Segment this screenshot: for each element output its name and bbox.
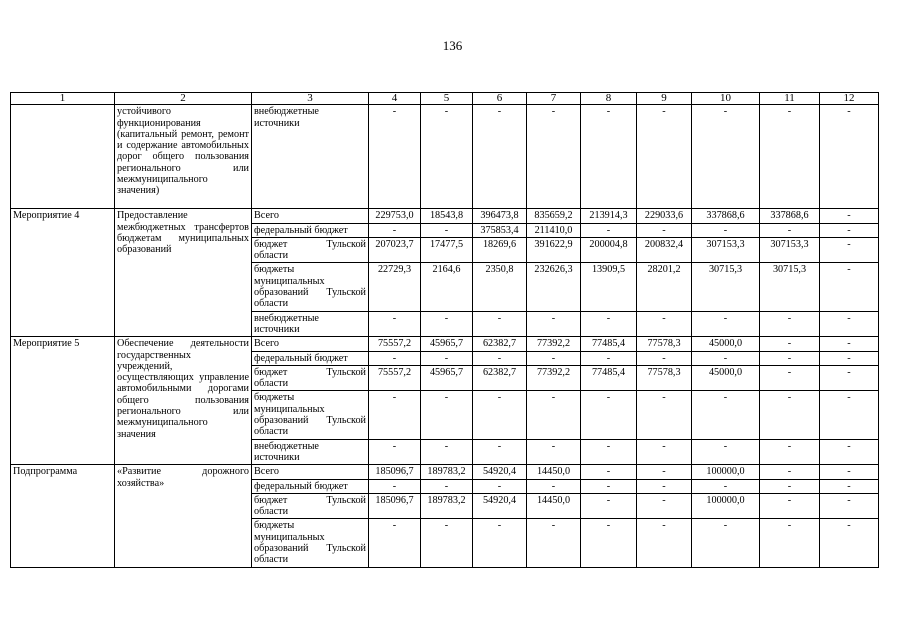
amount-cell: 45965,7 [421,337,473,351]
amount-cell: - [421,311,473,337]
funding-source-cell: Всего [252,465,369,479]
amount-cell: - [637,311,692,337]
table-row [11,105,879,209]
amount-cell: - [581,391,637,439]
amount-cell: 232626,3 [527,263,581,311]
amount-cell: - [692,479,760,493]
amount-cell: 62382,7 [473,337,527,351]
amount-cell: - [820,311,879,337]
amount-cell: 211410,0 [527,223,581,237]
amount-cell: 77578,3 [637,337,692,351]
amount-cell: 54920,4 [473,465,527,479]
amount-cell: 207023,7 [369,237,421,263]
amount-cell: 213914,3 [581,209,637,223]
event-name-cell: Мероприятие 5 [11,337,115,465]
amount-cell: 28201,2 [637,263,692,311]
amount-cell: 18543,8 [421,209,473,223]
amount-cell: 307153,3 [692,237,760,263]
amount-cell: - [637,479,692,493]
amount-cell: - [527,479,581,493]
amount-cell: - [820,263,879,311]
amount-cell: - [637,391,692,439]
amount-cell: - [692,519,760,567]
amount-cell: - [581,519,637,567]
col-header: 12 [820,93,879,105]
amount-cell: - [760,465,820,479]
page-number: 136 [442,38,463,53]
amount-cell: - [760,391,820,439]
amount-cell: 17477,5 [421,237,473,263]
amount-cell: - [820,439,879,465]
amount-cell: 77485,4 [581,365,637,391]
event-description-cell: Предоставление межбюджетных трансфертов бюджетам муниципальных образований [115,209,252,337]
amount-cell: - [421,351,473,365]
funding-source-cell: бюджеты муниципальных образований Тульской области [252,391,369,439]
funding-source-cell: Всего [252,209,369,223]
amount-cell: 337868,6 [760,209,820,223]
amount-cell: - [473,479,527,493]
amount-cell: 45000,0 [692,337,760,351]
amount-cell: - [760,365,820,391]
amount-cell: - [369,439,421,465]
amount-cell: - [369,223,421,237]
amount-cell: - [369,391,421,439]
amount-cell: - [527,391,581,439]
amount-cell: - [527,439,581,465]
amount-cell: - [820,365,879,391]
table-row [11,209,879,223]
amount-cell: 835659,2 [527,209,581,223]
funding-source-cell: федеральный бюджет [252,479,369,493]
col-header: 8 [581,93,637,105]
amount-cell: - [369,351,421,365]
funding-source-cell: бюджеты муниципальных образований Тульской области [252,263,369,311]
amount-cell: - [820,391,879,439]
amount-cell: - [637,519,692,567]
amount-cell: - [760,311,820,337]
amount-cell: 77392,2 [527,337,581,351]
funding-source-cell: бюджеты муниципальных образований Тульской области [252,519,369,567]
col-header: 9 [637,93,692,105]
event-name-cell: Мероприятие 4 [11,209,115,337]
amount-cell: 45965,7 [421,365,473,391]
amount-cell: - [820,351,879,365]
col-header: 3 [252,93,369,105]
amount-cell: - [637,351,692,365]
amount-cell: - [692,105,760,209]
col-header: 10 [692,93,760,105]
amount-cell: 2350,8 [473,263,527,311]
amount-cell: 229033,6 [637,209,692,223]
table-row [11,337,879,351]
amount-cell: - [637,105,692,209]
amount-cell: 229753,0 [369,209,421,223]
amount-cell: - [527,311,581,337]
amount-cell: - [637,493,692,519]
amount-cell: - [637,465,692,479]
amount-cell: - [473,519,527,567]
amount-cell: 30715,3 [760,263,820,311]
amount-cell: - [369,311,421,337]
amount-cell: - [820,209,879,223]
amount-cell: - [692,311,760,337]
amount-cell: - [760,351,820,365]
amount-cell: - [369,519,421,567]
amount-cell: - [637,223,692,237]
event-description-cell: Обеспечение деятельности государственных учреждений, осуществляющих управление автомобильными дорогами общего пользования регионального или межмуниципального значения [115,337,252,465]
amount-cell: - [581,223,637,237]
amount-cell: - [421,519,473,567]
header-row [11,93,879,105]
amount-cell: - [421,223,473,237]
amount-cell: 75557,2 [369,337,421,351]
funding-source-cell: внебюджетные источники [252,105,369,209]
amount-cell: - [527,351,581,365]
amount-cell: - [820,237,879,263]
amount-cell: - [581,351,637,365]
amount-cell: 14450,0 [527,465,581,479]
col-header: 11 [760,93,820,105]
amount-cell: - [820,519,879,567]
event-name-cell: Подпрограмма [11,465,115,567]
col-header: 4 [369,93,421,105]
col-header: 1 [11,93,115,105]
funding-source-cell: Всего [252,337,369,351]
col-header: 7 [527,93,581,105]
amount-cell: 62382,7 [473,365,527,391]
funding-source-cell: внебюджетные источники [252,439,369,465]
amount-cell: 75557,2 [369,365,421,391]
amount-cell: - [760,439,820,465]
col-header: 2 [115,93,252,105]
amount-cell: 14450,0 [527,493,581,519]
amount-cell: 45000,0 [692,365,760,391]
amount-cell: - [581,311,637,337]
amount-cell: - [421,479,473,493]
amount-cell: 2164,6 [421,263,473,311]
amount-cell: - [473,351,527,365]
amount-cell: - [527,105,581,209]
table-row [11,465,879,479]
funding-source-cell: бюджет Тульской области [252,237,369,263]
amount-cell: - [760,493,820,519]
event-description-cell: устойчивого функционирования (капитальный ремонт, ремонт и содержание автомобильных дорог общего пользования регионального или межмуниципального значения) [115,105,252,209]
amount-cell: - [692,439,760,465]
amount-cell: 337868,6 [692,209,760,223]
amount-cell: - [820,493,879,519]
amount-cell: - [581,493,637,519]
amount-cell: - [692,223,760,237]
amount-cell: - [473,391,527,439]
amount-cell: 375853,4 [473,223,527,237]
amount-cell: - [473,439,527,465]
amount-cell: - [820,465,879,479]
amount-cell: 200832,4 [637,237,692,263]
amount-cell: - [369,479,421,493]
funding-source-cell: федеральный бюджет [252,351,369,365]
amount-cell: - [369,105,421,209]
col-header: 6 [473,93,527,105]
funding-source-cell: бюджет Тульской области [252,493,369,519]
amount-cell: 396473,8 [473,209,527,223]
amount-cell: - [820,479,879,493]
amount-cell: - [421,439,473,465]
amount-cell: - [692,351,760,365]
amount-cell: 77578,3 [637,365,692,391]
amount-cell: - [581,465,637,479]
funding-source-cell: бюджет Тульской области [252,365,369,391]
amount-cell: - [760,519,820,567]
amount-cell: - [581,105,637,209]
amount-cell: 100000,0 [692,465,760,479]
amount-cell: - [421,391,473,439]
amount-cell: - [473,311,527,337]
amount-cell: 77392,2 [527,365,581,391]
amount-cell: 189783,2 [421,493,473,519]
amount-cell: - [581,479,637,493]
amount-cell: 77485,4 [581,337,637,351]
amount-cell: 185096,7 [369,465,421,479]
amount-cell: 200004,8 [581,237,637,263]
amount-cell: 54920,4 [473,493,527,519]
amount-cell: - [421,105,473,209]
funding-source-cell: внебюджетные источники [252,311,369,337]
amount-cell: - [581,439,637,465]
amount-cell: - [527,519,581,567]
col-header: 5 [421,93,473,105]
budget-table [10,92,879,568]
amount-cell: - [820,223,879,237]
amount-cell: - [820,105,879,209]
amount-cell: 13909,5 [581,263,637,311]
amount-cell: 22729,3 [369,263,421,311]
amount-cell: 18269,6 [473,237,527,263]
event-name-cell [11,105,115,209]
amount-cell: 307153,3 [760,237,820,263]
amount-cell: - [760,337,820,351]
event-description-cell: «Развитие дорожного хозяйства» [115,465,252,567]
amount-cell: 391622,9 [527,237,581,263]
amount-cell: 189783,2 [421,465,473,479]
amount-cell: - [760,479,820,493]
amount-cell: - [692,391,760,439]
amount-cell: - [820,337,879,351]
amount-cell: - [760,105,820,209]
amount-cell: - [473,105,527,209]
amount-cell: - [637,439,692,465]
amount-cell: 185096,7 [369,493,421,519]
table-body [11,105,879,567]
amount-cell: - [760,223,820,237]
amount-cell: 100000,0 [692,493,760,519]
funding-source-cell: федеральный бюджет [252,223,369,237]
amount-cell: 30715,3 [692,263,760,311]
